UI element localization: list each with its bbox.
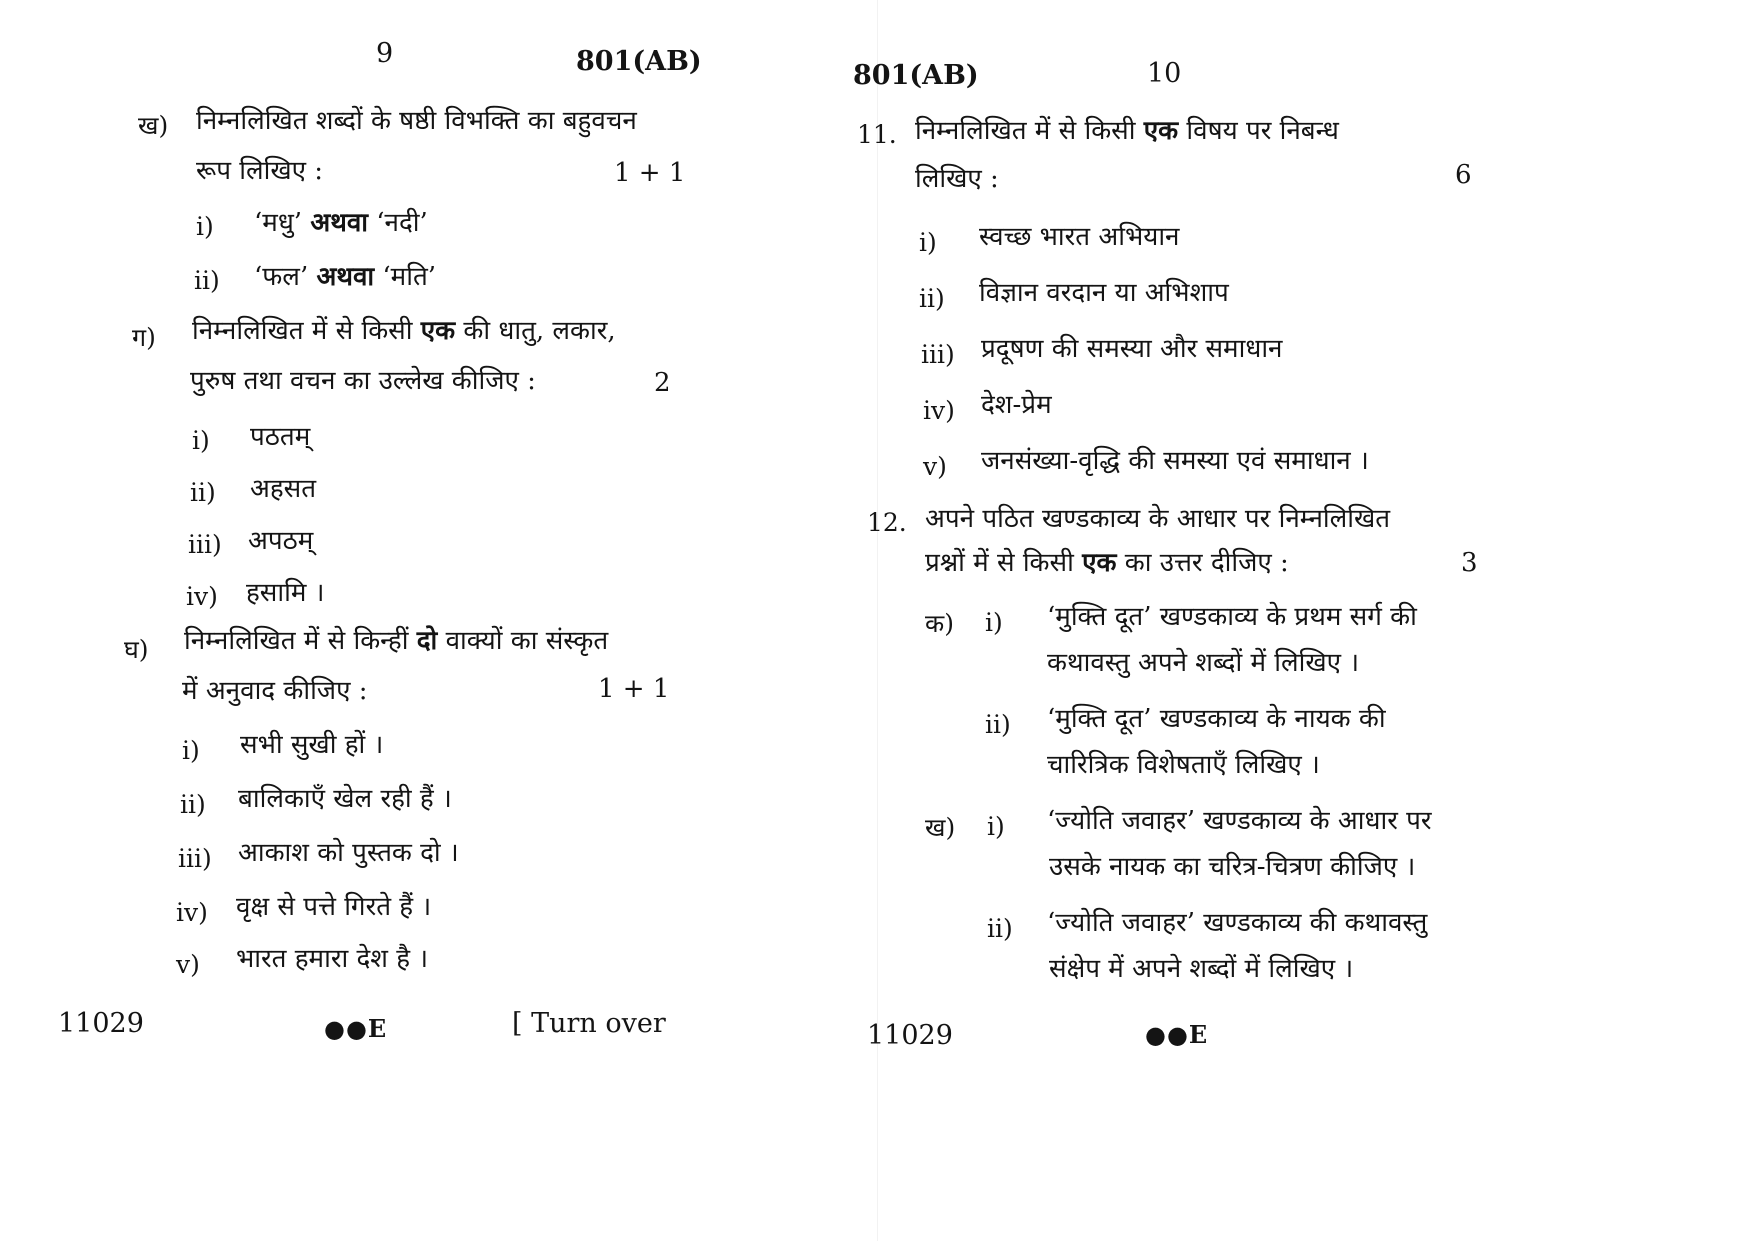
list-item: ‘ज्योति जवाहर’ खण्डकाव्य के आधार पर (1047, 806, 1432, 836)
list-item: विज्ञान वरदान या अभिशाप (979, 278, 1229, 308)
footer-mark: ●●E (1145, 1020, 1209, 1049)
sub-question-label: क) (925, 609, 954, 638)
list-item: अपठम् (248, 526, 314, 556)
list-item: बालिकाएँ खेल रही हैं । (238, 784, 452, 814)
question-text: पुरुष तथा वचन का उल्लेख कीजिए : (190, 366, 536, 396)
list-item: देश-प्रेम (981, 390, 1052, 420)
item-number: iii) (921, 340, 955, 369)
item-number: ii) (985, 710, 1011, 739)
item-number: ii) (180, 790, 206, 819)
item-number: iii) (178, 844, 212, 873)
footer-mark: ●●E (324, 1014, 388, 1043)
item-number: iv) (176, 898, 208, 927)
marks: 3 (1461, 548, 1478, 578)
item-number: iv) (923, 396, 955, 425)
list-item: चारित्रिक विशेषताएँ लिखिए । (1047, 750, 1320, 780)
sub-question-label: ख) (925, 813, 956, 842)
question-text: निम्नलिखित में से किसी एक विषय पर निबन्ध (915, 116, 1339, 146)
list-item: हसामि । (246, 578, 325, 608)
item-number: i) (182, 736, 200, 765)
list-item: प्रदूषण की समस्या और समाधान (981, 334, 1283, 364)
item-number: ii) (194, 266, 220, 295)
question-text: निम्नलिखित में से किन्हीं दो वाक्यों का संस्कृत (184, 626, 609, 656)
question-text: निम्नलिखित शब्दों के षष्ठी विभक्ति का बहुवचन (196, 106, 637, 136)
list-item: कथावस्तु अपने शब्दों में लिखिए । (1047, 648, 1360, 678)
question-text: निम्नलिखित में से किसी एक की धातु, लकार, (192, 316, 616, 346)
question-text: रूप लिखिए : (196, 156, 324, 186)
list-item: ‘मुक्ति दूत’ खण्डकाव्य के प्रथम सर्ग की (1047, 602, 1417, 632)
list-item: अहसत (250, 474, 317, 504)
list-item: सभी सुखी हों । (240, 730, 384, 760)
item-number: iii) (188, 530, 222, 559)
question-number: 11. (857, 120, 897, 149)
list-item: आकाश को पुस्तक दो । (238, 838, 459, 868)
question-text: लिखिए : (915, 164, 999, 194)
item-number: v) (923, 452, 947, 481)
item-number: ii) (987, 914, 1013, 943)
paper-code: 801(AB) (576, 46, 702, 77)
item-number: i) (985, 608, 1003, 637)
page-number: 9 (376, 38, 394, 69)
item-number: i) (919, 228, 937, 257)
item-number: i) (192, 426, 210, 455)
question-number: 12. (867, 508, 907, 537)
question-text: अपने पठित खण्डकाव्य के आधार पर निम्नलिखित (925, 504, 1391, 534)
marks: 1 + 1 (614, 158, 686, 188)
item-number: i) (987, 812, 1005, 841)
turn-over-note: [ Turn over (512, 1008, 666, 1039)
footer-code: 11029 (867, 1020, 953, 1051)
item-number: ii) (190, 478, 216, 507)
marks: 1 + 1 (598, 674, 670, 704)
question-label: घ) (124, 635, 149, 664)
page-number: 10 (1147, 58, 1182, 89)
list-item: स्वच्छ भारत अभियान (979, 222, 1180, 252)
list-item: ‘ज्योति जवाहर’ खण्डकाव्य की कथावस्तु (1047, 908, 1428, 938)
list-item: उसके नायक का चरित्र-चित्रण कीजिए । (1049, 852, 1416, 882)
item-number: iv) (186, 582, 218, 611)
marks: 6 (1455, 160, 1472, 190)
list-item: ‘मधु’ अथवा ‘नदी’ (254, 208, 428, 238)
question-label: ख) (138, 111, 169, 140)
marks: 2 (654, 368, 671, 398)
paper-code: 801(AB) (853, 60, 979, 91)
list-item: संक्षेप में अपने शब्दों में लिखिए । (1049, 954, 1354, 984)
list-item: ‘मुक्ति दूत’ खण्डकाव्य के नायक की (1047, 704, 1386, 734)
question-text: में अनुवाद कीजिए : (182, 676, 368, 706)
item-number: v) (176, 950, 200, 979)
list-item: वृक्ष से पत्ते गिरते हैं । (236, 892, 432, 922)
item-number: i) (196, 212, 214, 241)
list-item: भारत हमारा देश है । (236, 944, 429, 974)
question-label: ग) (132, 323, 156, 352)
question-text: प्रश्नों में से किसी एक का उत्तर दीजिए : (925, 548, 1289, 578)
list-item: ‘फल’ अथवा ‘मति’ (254, 262, 437, 292)
right-page (853, 0, 1754, 1241)
list-item: जनसंख्या-वृद्धि की समस्या एवं समाधान । (981, 446, 1369, 476)
item-number: ii) (919, 284, 945, 313)
list-item: पठतम् (250, 422, 311, 452)
footer-code: 11029 (58, 1008, 144, 1039)
